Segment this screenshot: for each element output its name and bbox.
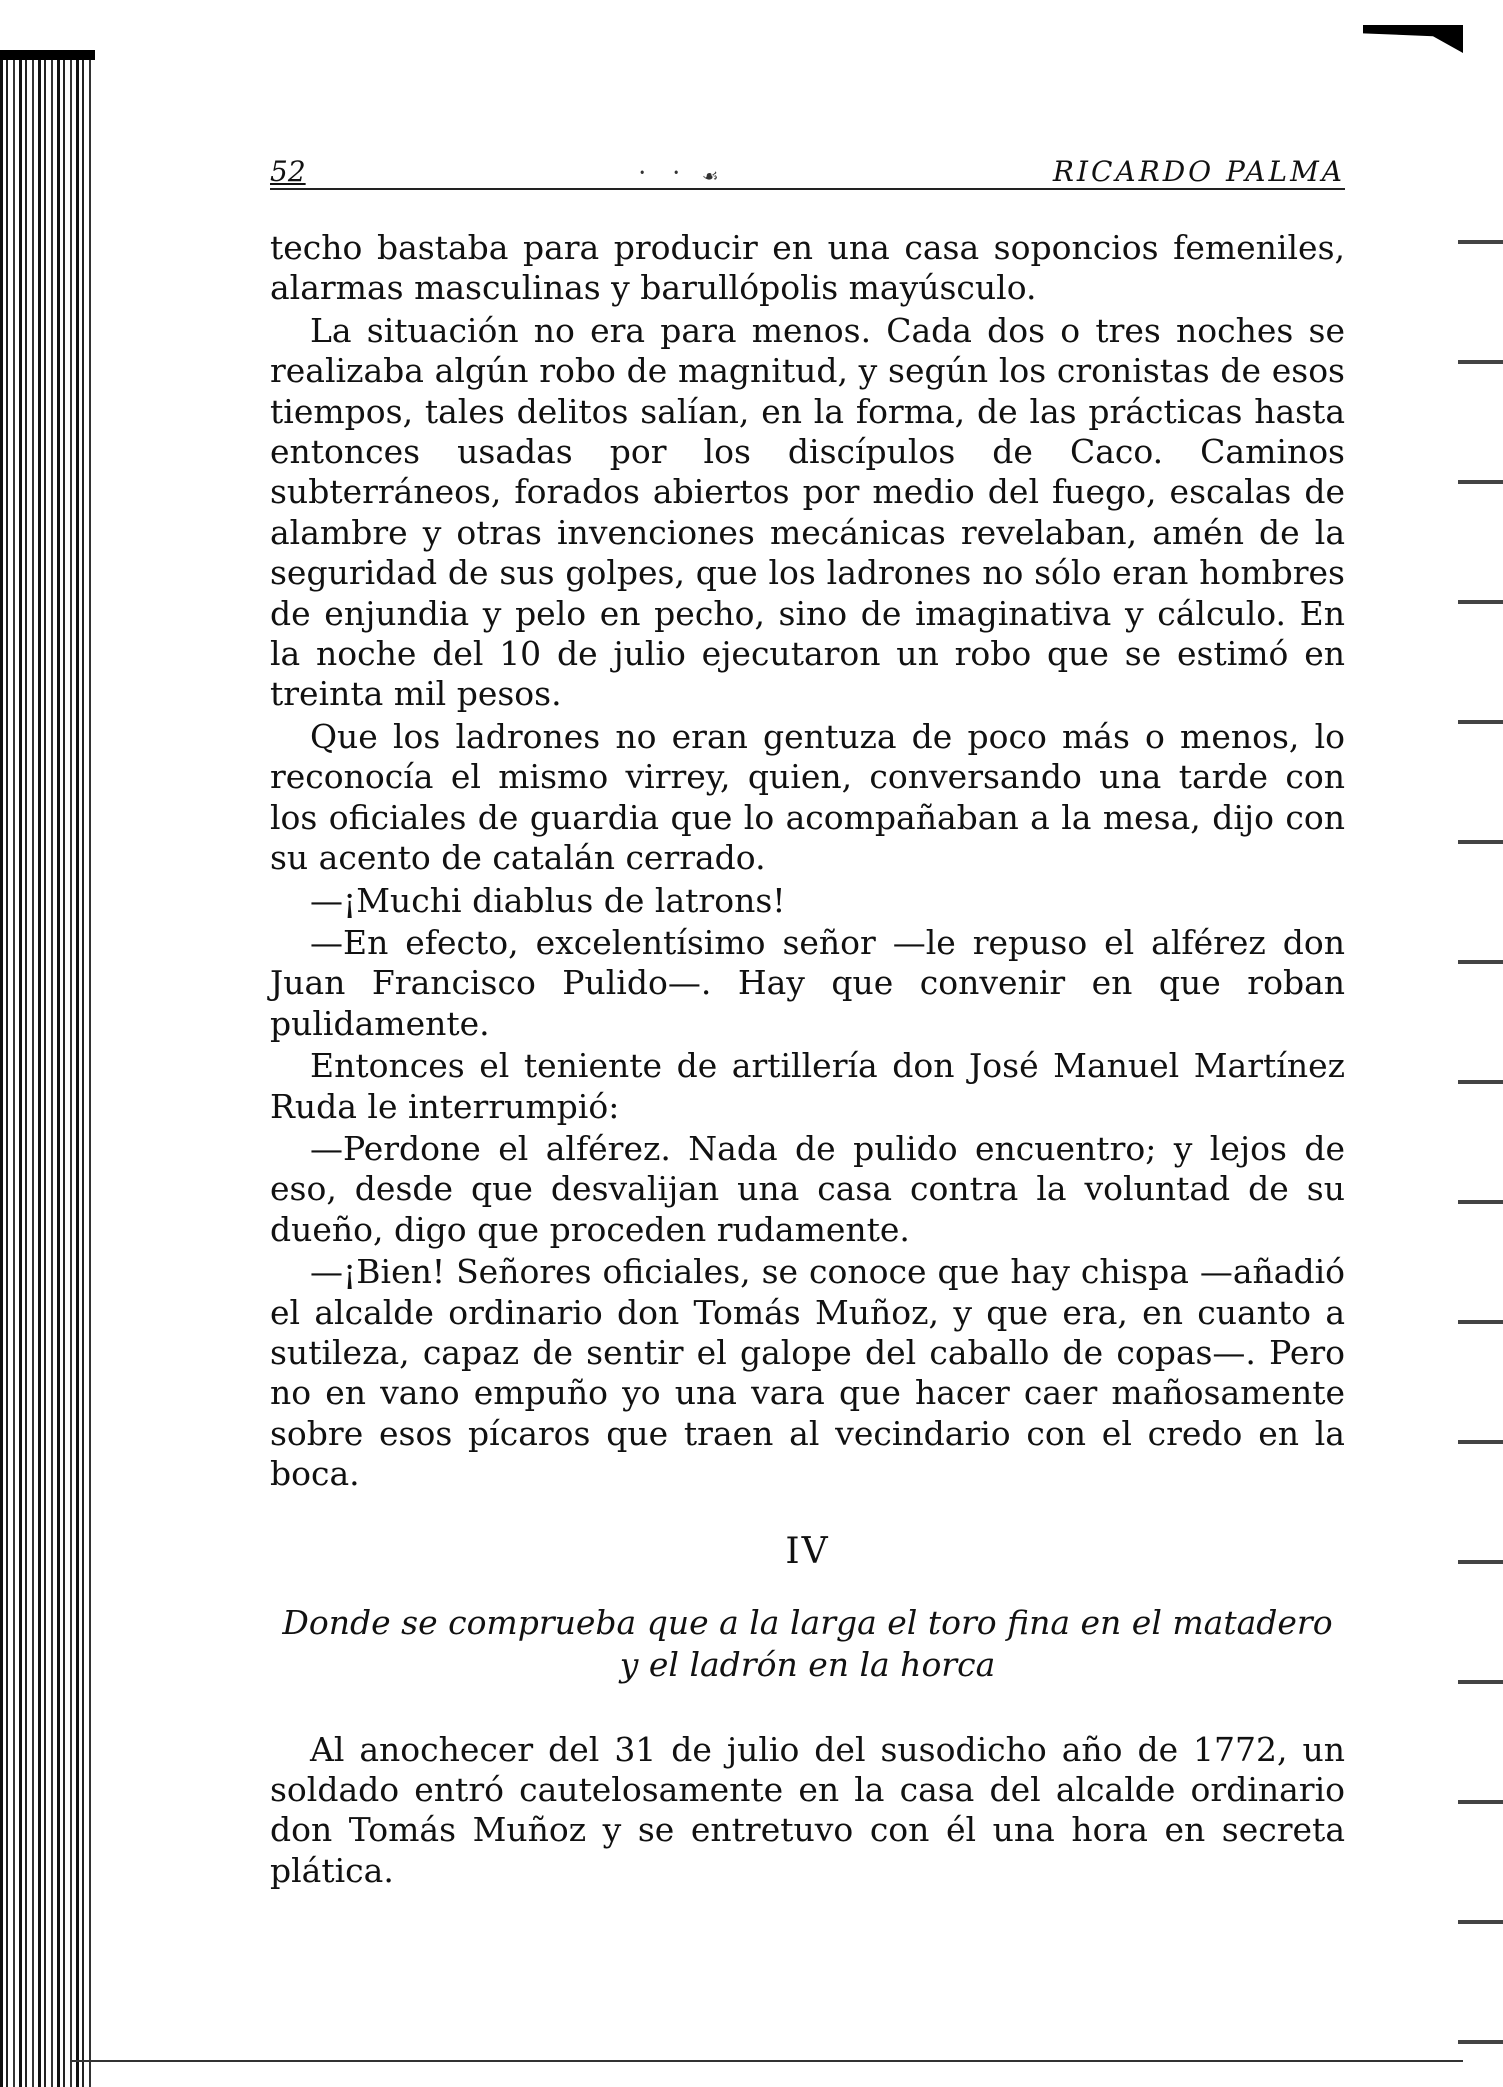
paragraph: Que los ladrones no eran gentuza de poco más o menos, lo reconocía el mismo virrey, quien, conversando una tarde con los oficiales de guardia que lo acompañaban a la mesa, dijo con su acento de catalán cerrado. (270, 716, 1345, 878)
paragraph: La situación no era para menos. Cada dos o tres noches se realizaba algún robo de magnitud, y según los cronistas de esos tiempos, tales delitos salían, en la forma, de las prácticas hasta entonces usadas por los discípulos de Caco. Caminos subterráneos, forados abiertos por medio del fuego, escalas de alambre y otras invenciones mecánicas revelaban, amén de la seguridad de sus golpes, que los ladrones no sólo eran hombres de enjundia y pelo en pecho, sino de imaginativa y cálculo. En la noche del 10 de julio ejecutaron un robo que se estimó en treinta mil pesos. (270, 310, 1345, 714)
closing-paragraph: Al anochecer del 31 de julio del susodicho año de 1772, un soldado entró cautelosamente en la casa del alcalde ordinario don Tomás Muñoz y se entretuvo con él una hora en secreta plática. (270, 1729, 1345, 1890)
page-bottom-edge (70, 2060, 1463, 2062)
header-ornament-icon: ᛫ ᛫ ☙ (635, 160, 724, 188)
chapter-title: Donde se comprueba que a la larga el toro fina en el matadero y el ladrón en la horca (282, 1602, 1333, 1684)
book-page (270, 148, 1345, 1891)
paragraph: —¡Bien! Señores oficiales, se conoce que hay chispa —añadió el alcalde ordinario don Tomás Muñoz, y que era, en cuanto a sutileza, capaz de sentir el galope del caballo de copas—. Pero no en vano empuño yo una vara que hacer caer mañosamente sobre esos pícaros que traen al vecindario con el credo en la boca. (270, 1252, 1345, 1494)
chapter-number: IV (785, 1530, 830, 1572)
paragraph: —Perdone el alférez. Nada de pulido encuentro; y lejos de eso, desde que desvalijan una casa contra la voluntad de su dueño, digo que proceden rudamente. (270, 1128, 1345, 1249)
right-page-edge (1458, 200, 1503, 2070)
paragraph: Entonces el teniente de artillería don José Manuel Martínez Ruda le interrumpió: (270, 1046, 1345, 1126)
corner-scan-mark (1363, 25, 1463, 53)
paragraph: —¡Muchi diablus de latrons! (310, 880, 786, 920)
book-spine-scan-edge (0, 50, 95, 2087)
spine-top-shadow (0, 50, 95, 60)
page-number: 52 (270, 155, 306, 188)
paragraph: techo bastaba para producir en una casa soponcios femeniles, alarmas masculinas y barullópolis mayúsculo. (270, 228, 1345, 308)
running-head: RICARDO PALMA (1052, 155, 1345, 188)
page-header (270, 148, 1345, 190)
paragraph: —En efecto, excelentísimo señor —le repuso el alférez don Juan Francisco Pulido—. Hay que convenir en que roban pulidamente. (270, 922, 1345, 1043)
